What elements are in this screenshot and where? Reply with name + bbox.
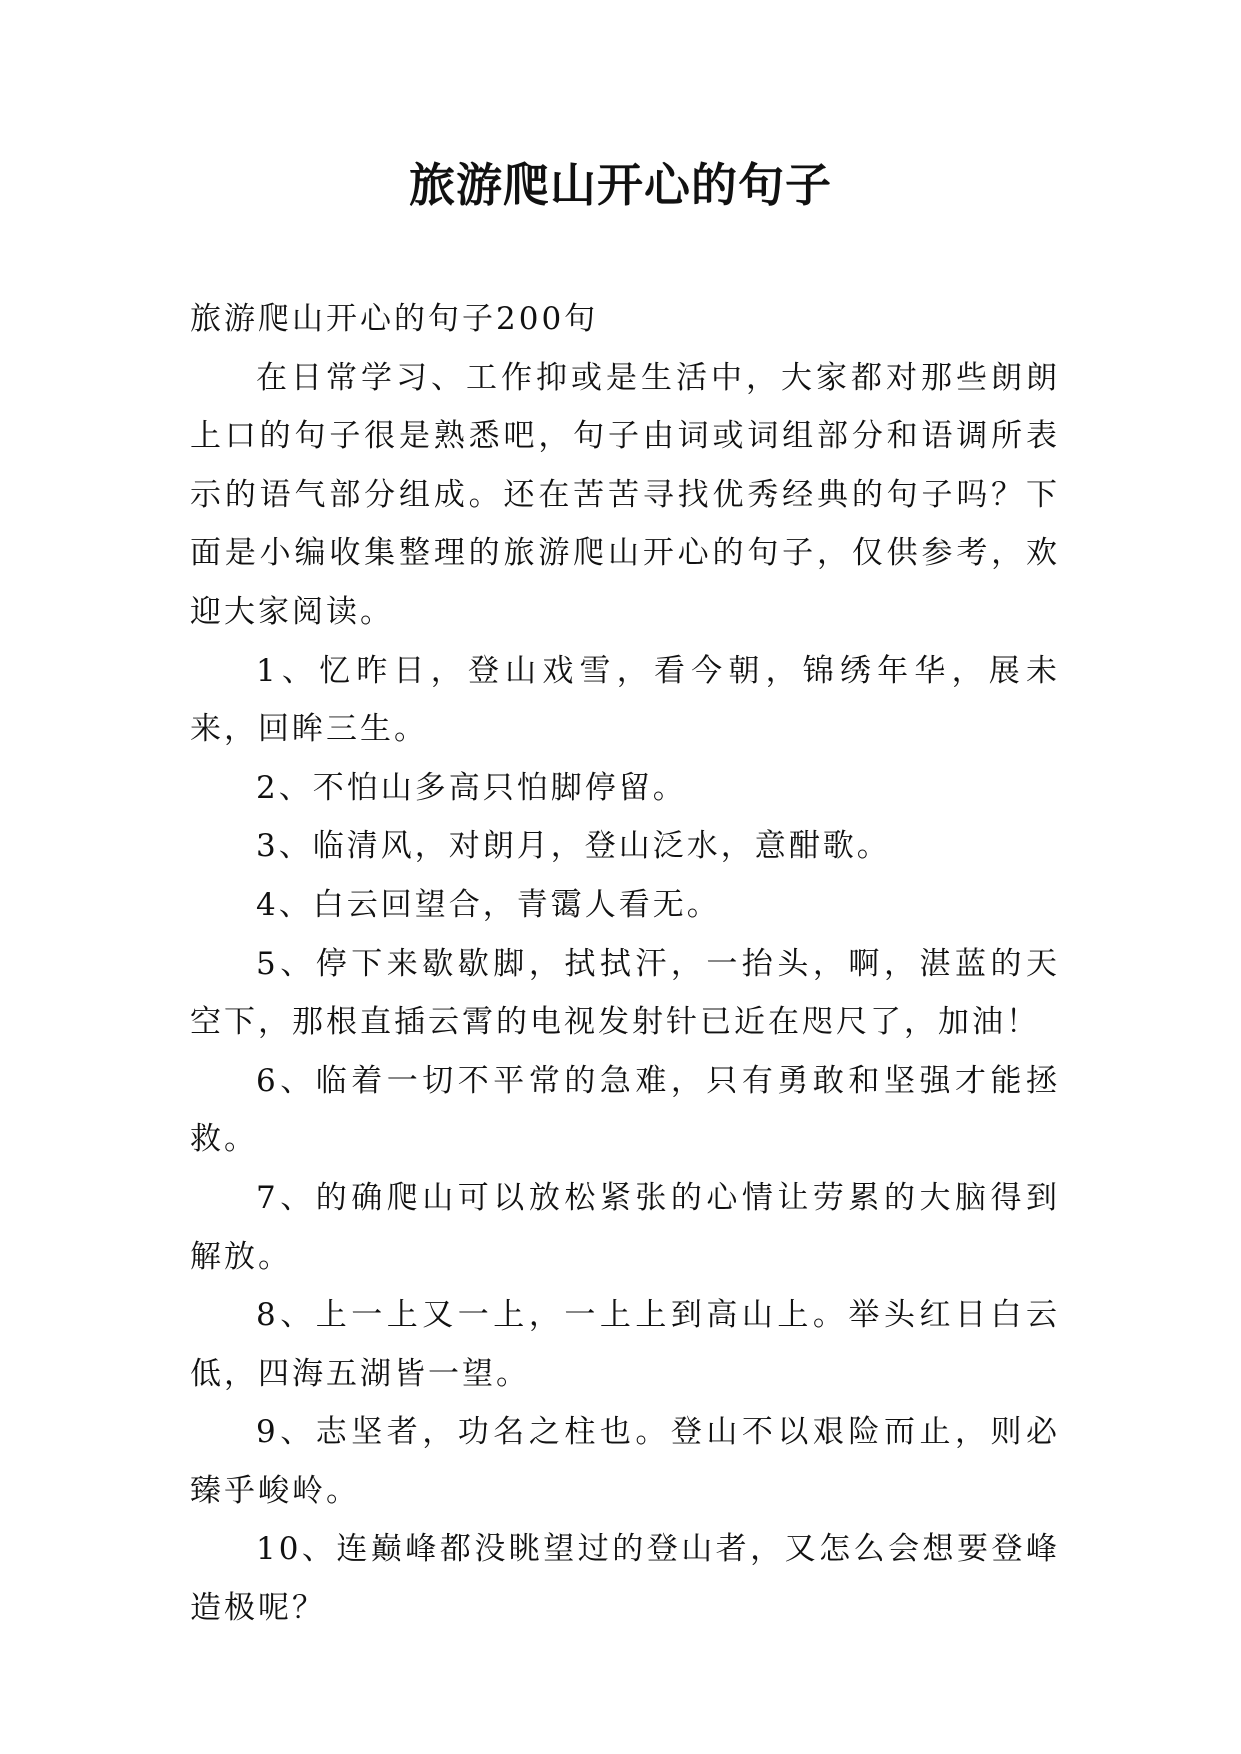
document-title: 旅游爬山开心的句子: [409, 158, 832, 212]
sentence-item-7: 7、的确爬山可以放松紧张的心情让劳累的大脑得到解放。: [190, 1179, 1060, 1275]
sentence-item-3: 3、临清风，对朗月，登山泛水，意酣歌。: [256, 828, 891, 865]
sentence-item-6: 6、临着一切不平常的急难，只有勇敢和坚强才能拯救。: [190, 1062, 1060, 1158]
sentence-item-8: 8、上一上又一上，一上上到高山上。举头红日白云低，四海五湖皆一望。: [190, 1297, 1060, 1392]
sentence-item-5: 5、停下来歇歇脚，拭拭汗，一抬头，啊，湛蓝的天空下，那根直插云霄的电视发射针已近在咫尺了，加油！: [190, 945, 1060, 1041]
sentence-item-9: 9、志坚者，功名之柱也。登山不以艰险而止，则必臻乎峻岭。: [190, 1414, 1060, 1509]
sentence-item-1: 1、忆昨日，登山戏雪，看今朝，锦绣年华，展未来，回眸三生。: [190, 652, 1060, 748]
sentence-item-4: 4、白云回望合，青霭人看无。: [256, 886, 721, 923]
document-body: [190, 290, 1060, 1638]
sentence-item-2: 2、不怕山多高只怕脚停留。: [256, 769, 687, 806]
intro-paragraph: 在日常学习、工作抑或是生活中，大家都对那些朗朗上口的句子很是熟悉吧，句子由词或词组部分和语调所表示的语气部分组成。还在苦苦寻找优秀经典的句子吗？下面是小编收集整理的旅游爬山开心的句子，仅供参考，欢迎大家阅读。: [190, 359, 1060, 630]
document-subtitle: 旅游爬山开心的句子200句: [190, 301, 599, 337]
sentence-item-10: 10、连巅峰都没眺望过的登山者，又怎么会想要登峰造极呢？: [190, 1531, 1060, 1627]
